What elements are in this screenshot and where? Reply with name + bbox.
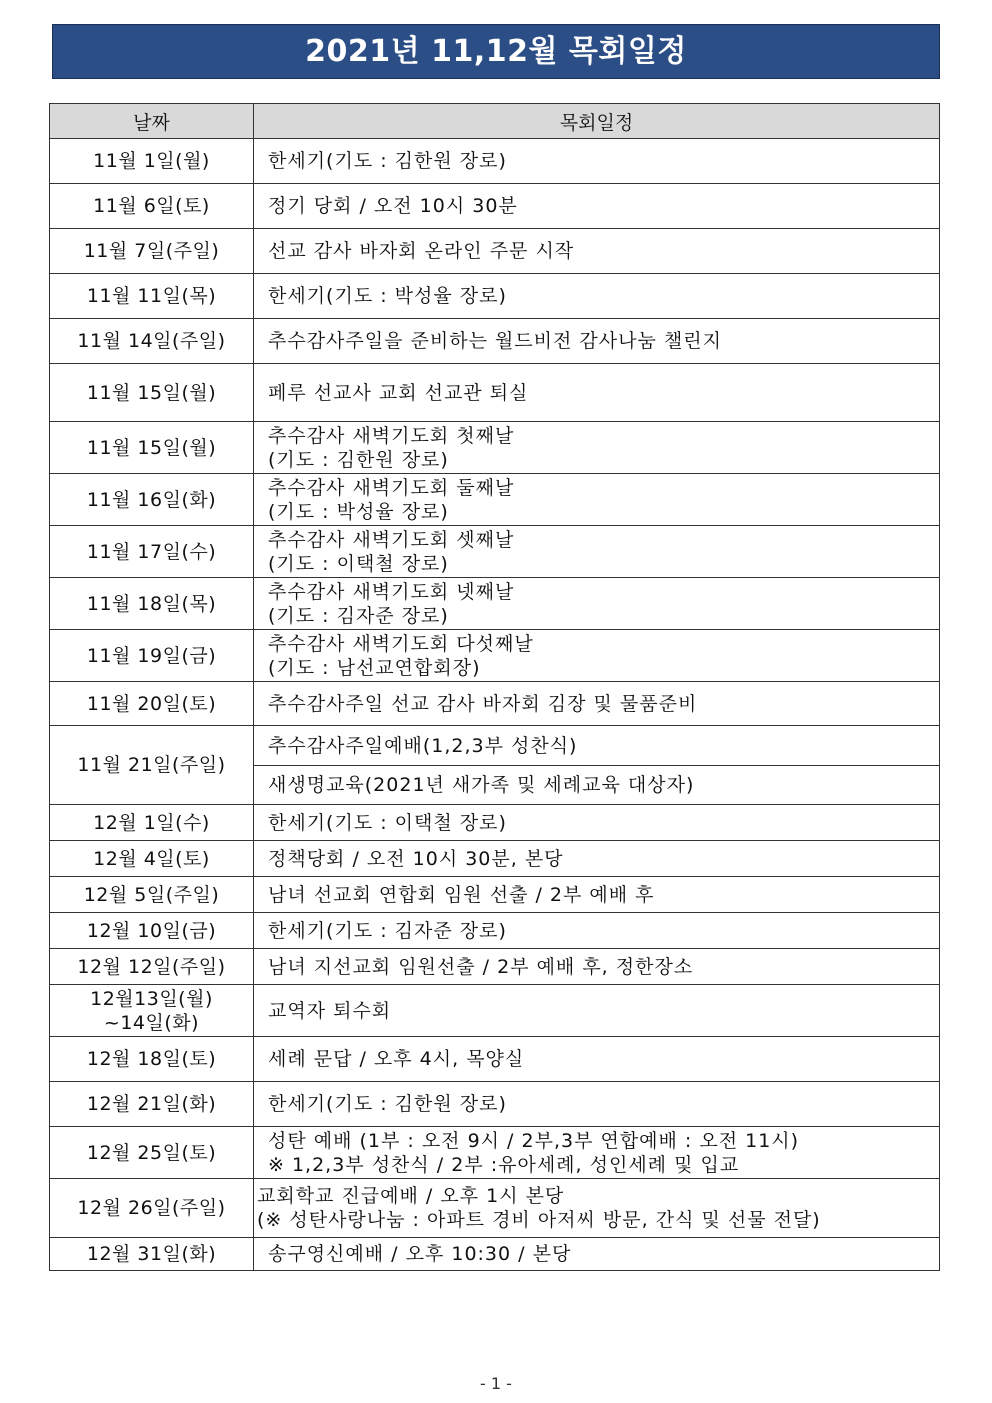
- event-line: ※ 1,2,3부 성찬식 / 2부 :유아세례, 성인세례 및 입교: [268, 1153, 740, 1176]
- event-cell: 추수감사주일 선교 감사 바자회 김장 및 물품준비: [254, 682, 940, 726]
- date-cell: 11월 19일(금): [50, 630, 254, 682]
- table-row: [50, 1238, 940, 1271]
- date-cell: 11월 18일(목): [50, 578, 254, 630]
- event-cell: [254, 474, 940, 526]
- event-line: (※ 성탄사랑나눔 : 아파트 경비 아저씨 방문, 간식 및 선물 전달): [257, 1209, 821, 1231]
- event-cell: 한세기(기도 : 김한원 장로): [254, 1082, 940, 1127]
- date-cell: 12월 5일(주일): [50, 877, 254, 913]
- table-header-row: [50, 104, 940, 139]
- table-row: [50, 682, 940, 726]
- page-number: - 1 -: [480, 1374, 512, 1393]
- date-cell: 12월 25일(토): [50, 1127, 254, 1179]
- event-cell: 교역자 퇴수회: [254, 985, 940, 1037]
- event-cell: 정기 당회 / 오전 10시 30분: [254, 184, 940, 229]
- date-cell: 12월 1일(수): [50, 805, 254, 841]
- table-row: [50, 229, 940, 274]
- table-row: [50, 1037, 940, 1082]
- table-row: [50, 184, 940, 229]
- table-row: [50, 841, 940, 877]
- event-line: 추수감사 새벽기도회 넷째날: [268, 580, 515, 603]
- schedule-table: [49, 103, 940, 1271]
- table-row: [50, 726, 940, 766]
- event-line: (기도 : 이택철 장로): [268, 552, 449, 575]
- table-row: [50, 319, 940, 364]
- date-cell: 11월 15일(월): [50, 422, 254, 474]
- event-cell: 한세기(기도 : 김한원 장로): [254, 139, 940, 184]
- date-cell: 11월 11일(목): [50, 274, 254, 319]
- event-cell: 새생명교육(2021년 새가족 및 세례교육 대상자): [254, 766, 940, 805]
- event-cell: [254, 1127, 940, 1179]
- date-cell: 11월 16일(화): [50, 474, 254, 526]
- event-line: (기도 : 남선교연합회장): [268, 656, 481, 679]
- table-row: [50, 422, 940, 474]
- event-line: 교회학교 진급예배 / 오후 1시 본당: [257, 1185, 565, 1207]
- event-cell: [254, 422, 940, 474]
- event-cell: [254, 526, 940, 578]
- event-cell: 추수감사주일을 준비하는 월드비전 감사나눔 챌린지: [254, 319, 940, 364]
- date-cell: 11월 6일(토): [50, 184, 254, 229]
- table-row: [50, 913, 940, 949]
- event-cell: 페루 선교사 교회 선교관 퇴실: [254, 364, 940, 422]
- date-cell: 11월 1일(월): [50, 139, 254, 184]
- date-cell: 11월 15일(월): [50, 364, 254, 422]
- event-cell: 세례 문답 / 오후 4시, 목양실: [254, 1037, 940, 1082]
- date-cell: 11월 17일(수): [50, 526, 254, 578]
- date-cell: 11월 20일(토): [50, 682, 254, 726]
- table-row: [50, 474, 940, 526]
- date-cell: 12월 4일(토): [50, 841, 254, 877]
- event-cell: 선교 감사 바자회 온라인 주문 시작: [254, 229, 940, 274]
- date-cell: 11월 21일(주일): [50, 726, 254, 805]
- event-line: 성탄 예배 (1부 : 오전 9시 / 2부,3부 연합예배 : 오전 11시): [268, 1129, 800, 1152]
- date-column-header: 날짜: [50, 104, 254, 139]
- date-cell: [50, 985, 254, 1037]
- date-line: 12월13일(월): [90, 987, 213, 1010]
- event-cell: 한세기(기도 : 김자준 장로): [254, 913, 940, 949]
- date-cell: 12월 12일(주일): [50, 949, 254, 985]
- event-cell: 한세기(기도 : 박성율 장로): [254, 274, 940, 319]
- date-line: ~14일(화): [103, 1011, 200, 1034]
- table-row: [50, 274, 940, 319]
- table-row: [50, 877, 940, 913]
- table-row: [50, 578, 940, 630]
- event-cell: 남녀 지선교회 임원선출 / 2부 예배 후, 정한장소: [254, 949, 940, 985]
- table-row: [50, 805, 940, 841]
- date-cell: 12월 21일(화): [50, 1082, 254, 1127]
- table-row: [50, 1082, 940, 1127]
- event-line: (기도 : 박성율 장로): [268, 500, 449, 523]
- event-line: (기도 : 김한원 장로): [268, 448, 449, 471]
- event-column-header: 목회일정: [254, 104, 940, 139]
- table-row: [50, 526, 940, 578]
- table-row: [50, 1127, 940, 1179]
- table-row: [50, 949, 940, 985]
- table-row: [50, 364, 940, 422]
- event-line: 추수감사 새벽기도회 첫째날: [268, 424, 515, 447]
- event-cell: 정책당회 / 오전 10시 30분, 본당: [254, 841, 940, 877]
- date-cell: 12월 31일(화): [50, 1238, 254, 1271]
- page-title: 2021년 11,12월 목회일정: [52, 24, 940, 79]
- event-line: 추수감사 새벽기도회 둘째날: [268, 476, 515, 499]
- event-cell: [254, 578, 940, 630]
- event-cell: [254, 630, 940, 682]
- event-cell: 추수감사주일예배(1,2,3부 성찬식): [254, 726, 940, 766]
- event-line: 추수감사 새벽기도회 다섯째날: [268, 632, 534, 655]
- date-cell: 12월 26일(주일): [50, 1179, 254, 1238]
- event-cell: 남녀 선교회 연합회 임원 선출 / 2부 예배 후: [254, 877, 940, 913]
- event-cell: 한세기(기도 : 이택철 장로): [254, 805, 940, 841]
- date-cell: 12월 18일(토): [50, 1037, 254, 1082]
- table-row: [50, 139, 940, 184]
- date-cell: 12월 10일(금): [50, 913, 254, 949]
- date-cell: 11월 14일(주일): [50, 319, 254, 364]
- date-cell: 11월 7일(주일): [50, 229, 254, 274]
- table-row: [50, 1179, 940, 1238]
- event-line: 추수감사 새벽기도회 셋째날: [268, 528, 515, 551]
- event-cell: [254, 1179, 940, 1238]
- event-line: (기도 : 김자준 장로): [268, 604, 449, 627]
- table-row: [50, 630, 940, 682]
- event-cell: 송구영신예배 / 오후 10:30 / 본당: [254, 1238, 940, 1271]
- table-row: [50, 985, 940, 1037]
